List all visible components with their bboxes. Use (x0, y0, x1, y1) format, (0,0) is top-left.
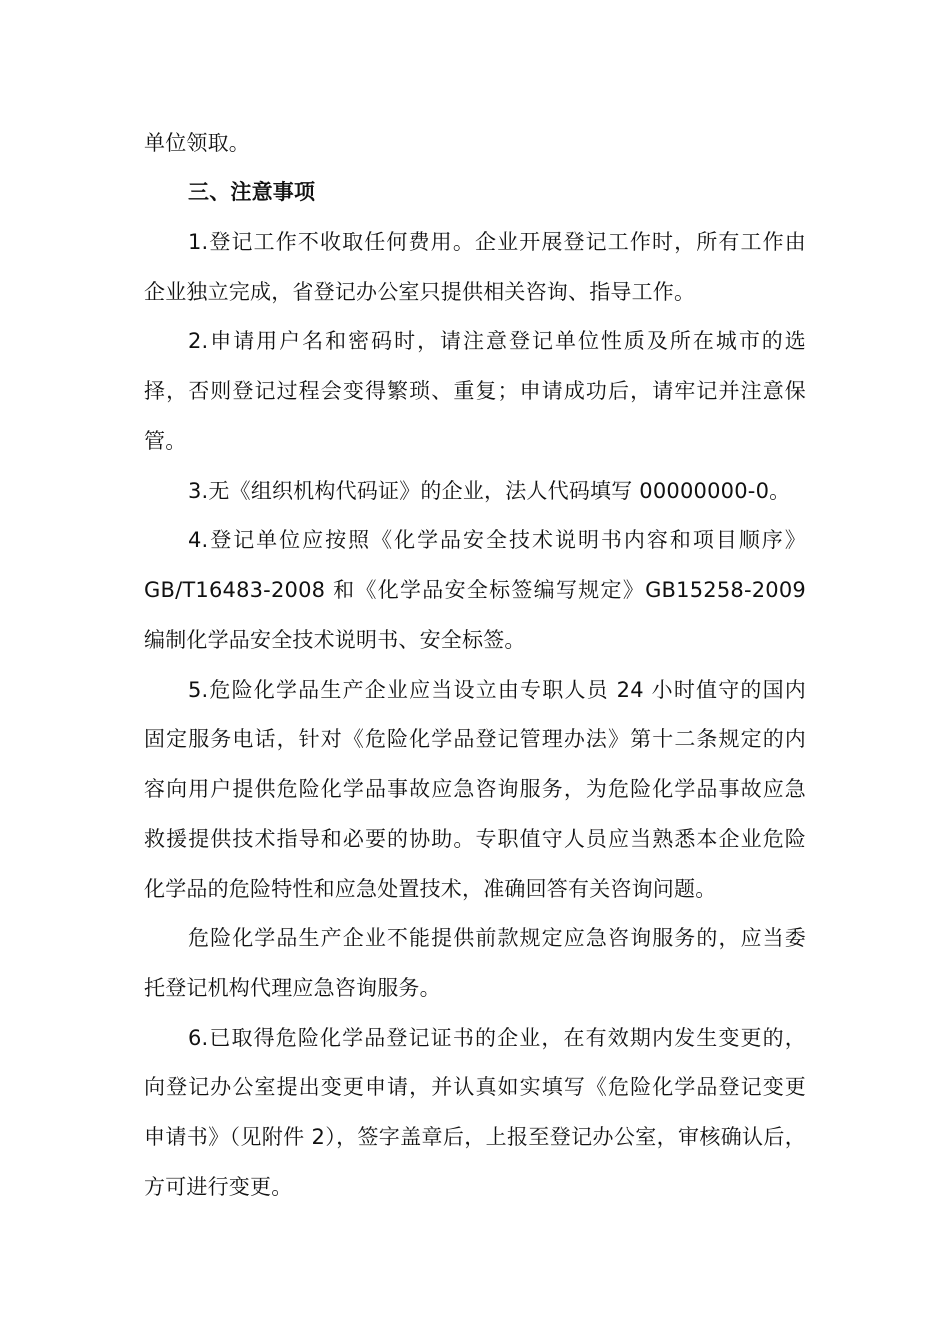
paragraph-line: 化学品的危险特性和应急处置技术，准确回答有关咨询问题。 (144, 877, 717, 901)
paragraph-line: GB/T16483-2008 和《化学品安全标签编写规定》GB15258-2009 (144, 578, 806, 602)
paragraph-line: 容向用户提供危险化学品事故应急咨询服务，为危险化学品事故应急 (144, 777, 806, 801)
paragraph-line: 管。 (144, 429, 187, 453)
paragraph-line: 1.登记工作不收取任何费用。企业开展登记工作时，所有工作由 (188, 230, 806, 254)
paragraph-line: 择，否则登记过程会变得繁琐、重复；申请成功后，请牢记并注意保 (144, 379, 806, 403)
paragraph-line: 救援提供技术指导和必要的协助。专职值守人员应当熟悉本企业危险 (144, 827, 806, 851)
paragraph-line: 3.无《组织机构代码证》的企业，法人代码填写 00000000-0。 (188, 479, 791, 503)
paragraph-line: 危险化学品生产企业不能提供前款规定应急咨询服务的，应当委 (188, 926, 806, 950)
paragraph-line: 托登记机构代理应急咨询服务。 (144, 976, 441, 1000)
section-heading: 三、注意事项 (188, 180, 316, 204)
paragraph-line: 5.危险化学品生产企业应当设立由专职人员 24 小时值守的国内 (188, 678, 806, 702)
paragraph-line: 编制化学品安全技术说明书、安全标签。 (144, 628, 526, 652)
paragraph-line: 单位领取。 (144, 131, 250, 155)
paragraph-line: 企业独立完成，省登记办公室只提供相关咨询、指导工作。 (144, 280, 696, 304)
paragraph-line: 申请书》（见附件 2），签字盖章后，上报至登记办公室，审核确认后， (144, 1125, 806, 1149)
paragraph-line: 方可进行变更。 (144, 1175, 293, 1199)
paragraph-line: 6.已取得危险化学品登记证书的企业，在有效期内发生变更的， (188, 1026, 806, 1050)
paragraph-line: 向登记办公室提出变更申请，并认真如实填写《危险化学品登记变更 (144, 1075, 806, 1099)
paragraph-line: 固定服务电话，针对《危险化学品登记管理办法》第十二条规定的内 (144, 727, 806, 751)
paragraph-line: 2.申请用户名和密码时，请注意登记单位性质及所在城市的选 (188, 329, 806, 353)
paragraph-line: 4.登记单位应按照《化学品安全技术说明书内容和项目顺序》 (188, 528, 806, 552)
